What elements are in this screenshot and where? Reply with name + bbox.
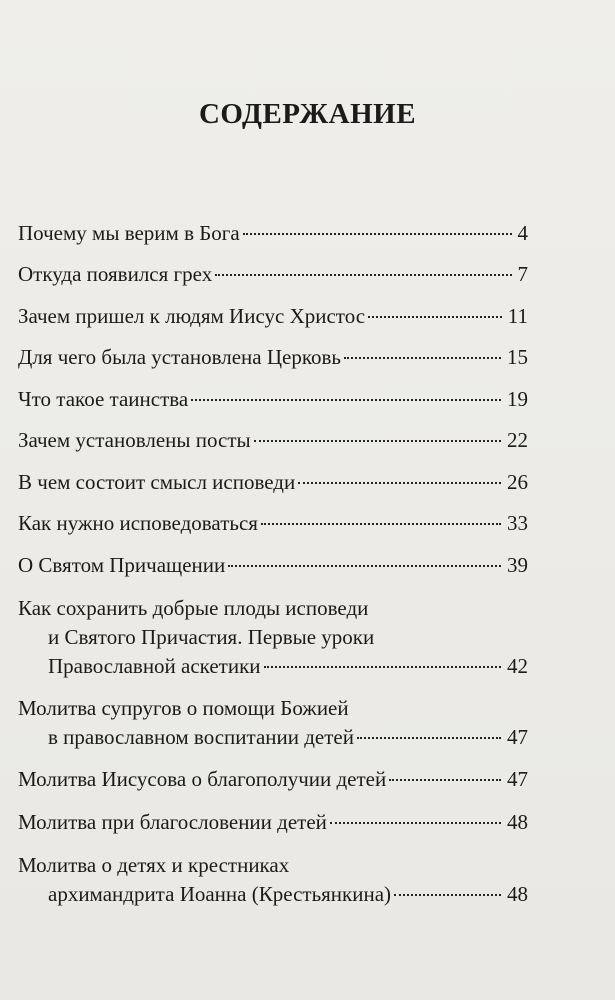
toc-entry: [18, 808, 528, 837]
toc-entry: [18, 694, 528, 752]
dot-leader: [228, 565, 501, 567]
toc-entry-page: 48: [507, 882, 528, 906]
toc-entry-page: 26: [507, 470, 528, 494]
page-title: СОДЕРЖАНИЕ: [198, 98, 417, 130]
dot-leader: [191, 399, 501, 401]
toc-entry-page: 19: [507, 387, 528, 411]
toc-entry: [18, 219, 528, 248]
toc-entry: [18, 302, 528, 331]
toc-entry-page: 48: [507, 810, 528, 834]
dot-leader: [330, 822, 501, 824]
toc-entry: [18, 260, 528, 289]
toc-entry-title-line: и Святого Причастия. Первые уроки: [48, 625, 375, 649]
toc-entry-title: В чем состоит смысл исповеди: [18, 470, 296, 494]
dot-leader: [368, 316, 502, 318]
toc-entry-page: 7: [517, 262, 528, 286]
dot-leader: [264, 666, 501, 668]
dot-leader: [357, 737, 501, 739]
dot-leader: [389, 779, 501, 781]
toc-entry-title: О Святом Причащении: [18, 553, 226, 577]
toc-entry-title: Для чего была установлена Церковь: [18, 345, 341, 369]
toc-entry-page: 42: [507, 654, 528, 678]
dot-leader: [394, 894, 501, 896]
dot-leader: [344, 357, 501, 359]
toc-entry: [18, 509, 528, 538]
toc-entry-page: 33: [507, 511, 528, 535]
toc-entry-title-line: Как сохранить добрые плоды исповеди: [18, 596, 369, 620]
toc-entry-title-line: Православной аскетики: [48, 654, 261, 678]
toc-entry-title: Как нужно исповедоваться: [18, 511, 258, 535]
dot-leader: [261, 523, 501, 525]
dot-leader: [298, 482, 501, 484]
toc-entry-page: 39: [507, 553, 528, 577]
dot-leader: [215, 274, 511, 276]
toc-entry-title: Молитва Иисусова о благополучии детей: [18, 767, 387, 791]
toc-entry-title: Почему мы верим в Бога: [18, 221, 240, 245]
toc-entry: [18, 765, 528, 794]
dot-leader: [254, 440, 501, 442]
toc-entry-title-line: в православном воспитании детей: [48, 725, 354, 749]
toc-entry-title: Что такое таинства: [18, 387, 189, 411]
toc-entry: [18, 426, 528, 455]
toc-entry-page: 11: [507, 304, 528, 328]
toc-entry-page: 15: [507, 345, 528, 369]
toc-entry: [18, 851, 528, 909]
toc-entry-title: Молитва при благословении детей: [18, 810, 327, 834]
toc-entry: [18, 385, 528, 414]
toc-entry-page: 47: [507, 725, 528, 749]
toc-entry-page: 4: [517, 221, 528, 245]
toc-entry: [18, 468, 528, 497]
toc-entry: [18, 551, 528, 580]
toc-entry-title-line: архимандрита Иоанна (Крестьянкина): [48, 882, 392, 906]
toc-entry-title-line: Молитва о детях и крестниках: [18, 853, 290, 877]
dot-leader: [243, 233, 512, 235]
toc-entry-title: Откуда появился грех: [18, 262, 213, 286]
toc-entry-page: 22: [507, 428, 528, 452]
toc-entry-title-line: Молитва супругов о помощи Божией: [18, 696, 349, 720]
toc-entry: [18, 343, 528, 372]
toc-entry: [18, 594, 528, 681]
toc-entry-title: Зачем установлены посты: [18, 428, 251, 452]
toc-entry-title: Зачем пришел к людям Иисус Христос: [18, 304, 366, 328]
toc-entry-page: 47: [507, 767, 528, 791]
